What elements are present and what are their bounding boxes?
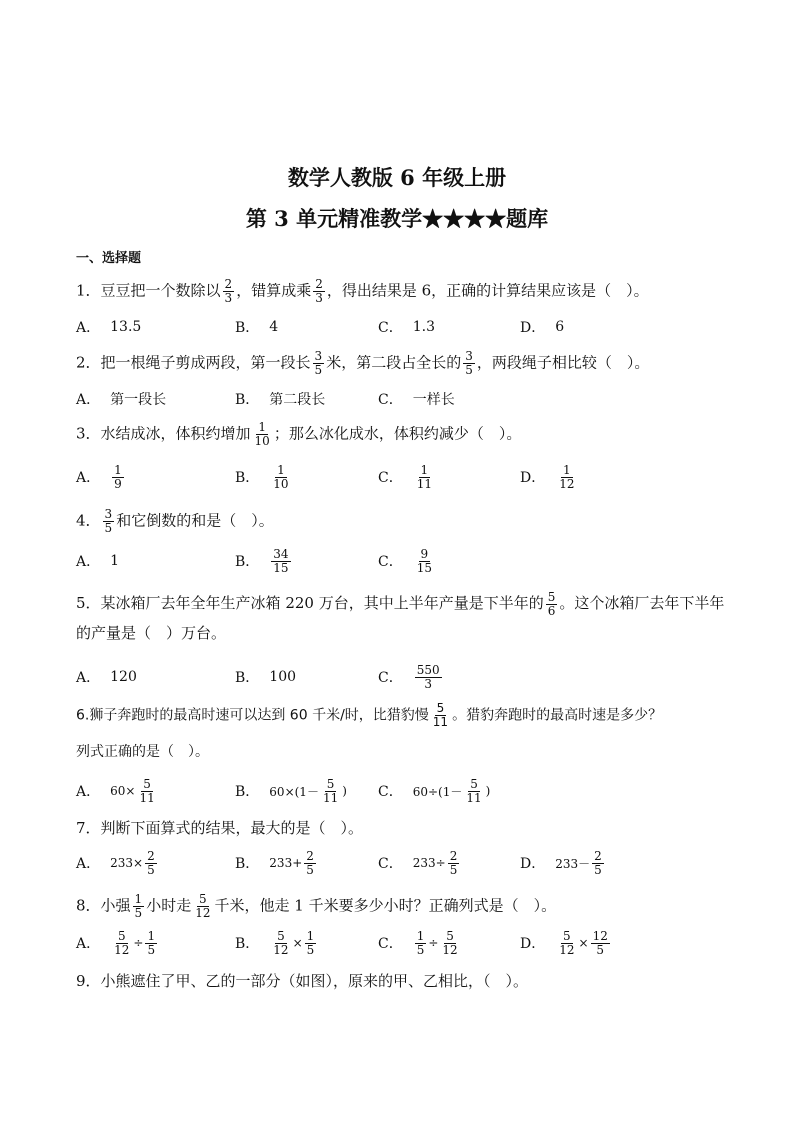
option-a: A． $\frac{1}{9}$ bbox=[76, 462, 122, 491]
option-b: B． 233+ $\frac{2}{5}$ bbox=[235, 848, 314, 877]
option-a: A． 60× $\frac{5}{11}$ bbox=[76, 776, 155, 805]
option-b: B． $\frac{34}{15}$ bbox=[235, 546, 289, 575]
option-a: A． 120 bbox=[76, 669, 137, 686]
fraction: $\frac{2}{3}$ bbox=[315, 277, 323, 305]
question-3: 3．水结成冰，体积约增加 $\frac{1}{10}$ ；那么冰化成水，体积约减少（ ）。 bbox=[76, 420, 522, 448]
page-subtitle: 第 3 单元精准教学★★★★题库 bbox=[245, 206, 549, 231]
option-c: C． 一样长 bbox=[378, 392, 455, 408]
option-c: C． 60÷(1－ $\frac{5}{11}$ ) bbox=[378, 776, 491, 805]
option-c: C． $\frac{1}{5}$ ÷ $\frac{5}{12}$ bbox=[378, 928, 458, 957]
question-1: 1．豆豆把一个数除以 $\frac{2}{3}$ ，错算成乘 $\frac{2}{3}$ ，得出结果是 6，正确的计算结果应该是（ ）。 bbox=[76, 277, 649, 305]
question-8: 8．小强 $\frac{1}{5}$ 小时走 $\frac{5}{12}$ 千米，他走 1 千米要多少小时？正确列式是（ ）。 bbox=[76, 892, 557, 920]
fraction: $\frac{1}{5}$ bbox=[134, 892, 143, 920]
section-heading: 一、选择题 bbox=[76, 251, 142, 266]
option-c: C． $\frac{550}{3}$ bbox=[378, 662, 440, 691]
fraction: $\frac{3}{5}$ bbox=[104, 507, 113, 535]
fraction: $\frac{1}{10}$ bbox=[254, 420, 270, 448]
question-2: 2．把一根绳子剪成两段，第一段长 $\frac{3}{5}$ 米，第二段占全长的 $\frac{3}{5}$ ，两段绳子相比较（ ）。 bbox=[76, 349, 650, 377]
question-6: 6.狮子奔跑时的最高时速可以达到 60 千米/时，比猎豹慢 $\frac{5}{11}$ 。猎豹奔跑时的最高时速是多少？ bbox=[76, 701, 663, 729]
option-c: C． 233÷ $\frac{2}{5}$ bbox=[378, 848, 458, 877]
option-b: B． $\frac{1}{10}$ bbox=[235, 462, 289, 491]
question-6-line2: 列式正确的是（ ）。 bbox=[76, 744, 209, 760]
option-d: D． 6 bbox=[520, 319, 565, 336]
question-7: 7．判断下面算式的结果，最大的是（ ）。 bbox=[76, 819, 364, 837]
option-b: B． 第二段长 bbox=[235, 392, 326, 408]
question-9: 9．小熊遮住了甲、乙的一部分（如图），原来的甲、乙相比，（ ）。 bbox=[76, 972, 529, 990]
option-b: B． $\frac{5}{12}$ × $\frac{1}{5}$ bbox=[235, 928, 315, 957]
option-b: B． 60×(1－ $\frac{5}{11}$ ) bbox=[235, 776, 347, 805]
option-d: D． 233－ $\frac{2}{5}$ bbox=[520, 848, 602, 877]
question-5: 5．某冰箱厂去年全年生产冰箱 220 万台，其中上半年产量是下半年的 $\frac{5}{6}$ 。这个冰箱厂去年下半年的产量是（ ）万台。 bbox=[76, 589, 725, 642]
fraction: $\frac{2}{3}$ bbox=[224, 277, 233, 305]
fraction: $\frac{3}{5}$ bbox=[314, 349, 323, 377]
fraction: $\frac{3}{5}$ bbox=[465, 349, 473, 377]
option-a: A． $\frac{5}{12}$ ÷ $\frac{1}{5}$ bbox=[76, 928, 156, 957]
option-a: A． 13.5 bbox=[76, 319, 142, 336]
option-a: A． 233× $\frac{2}{5}$ bbox=[76, 848, 155, 877]
page-title: 数学人教版 6 年级上册 bbox=[287, 165, 507, 190]
option-b: B． 4 bbox=[235, 319, 279, 336]
fraction: $\frac{5}{11}$ bbox=[432, 701, 449, 729]
option-a: A． 1 bbox=[76, 553, 120, 570]
option-b: B． 100 bbox=[235, 669, 297, 686]
option-c: C． $\frac{9}{15}$ bbox=[378, 546, 432, 575]
option-a: A． 第一段长 bbox=[76, 392, 167, 408]
option-d: D． $\frac{1}{12}$ bbox=[520, 462, 575, 491]
option-c: C． $\frac{1}{11}$ bbox=[378, 462, 432, 491]
fraction: $\frac{5}{6}$ bbox=[547, 589, 556, 618]
option-c: C． 1.3 bbox=[378, 319, 435, 336]
option-d: D． $\frac{5}{12}$ × $\frac{12}{5}$ bbox=[520, 928, 608, 957]
question-4: 4． $\frac{3}{5}$ 和它倒数的和是（ ）。 bbox=[76, 507, 274, 535]
fraction: $\frac{5}{12}$ bbox=[195, 892, 211, 920]
